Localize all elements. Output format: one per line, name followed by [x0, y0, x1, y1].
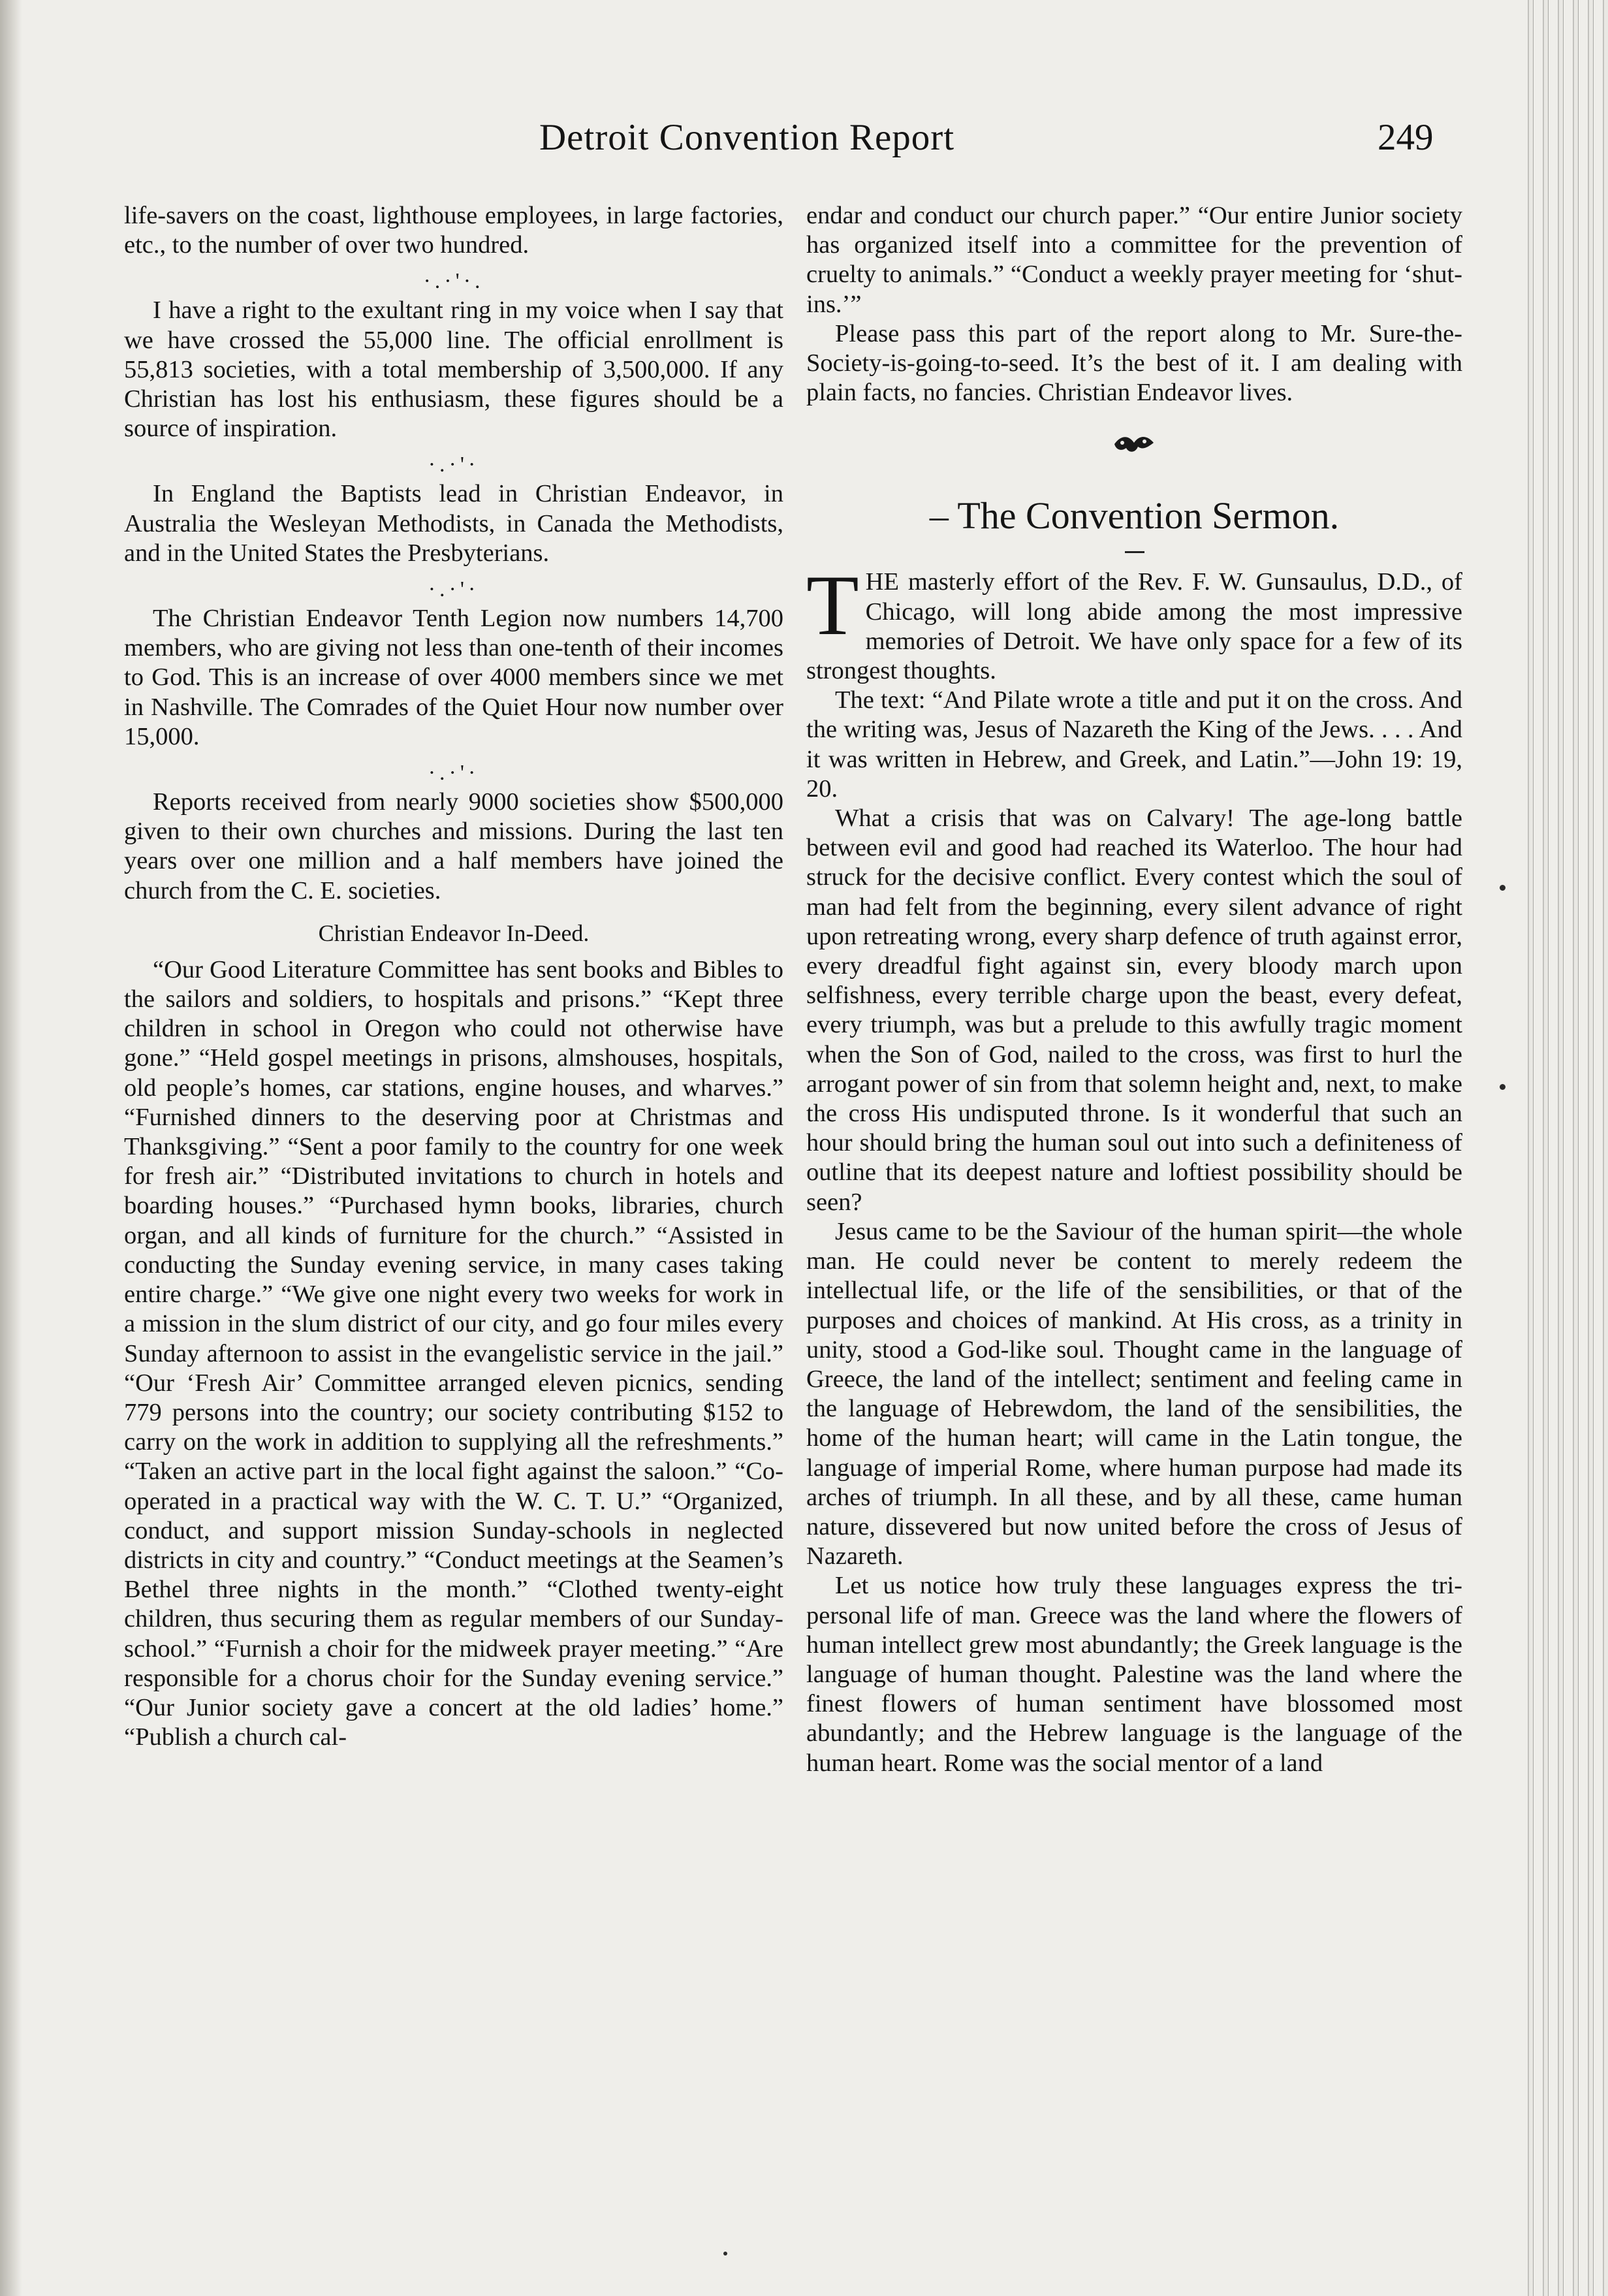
section-title-text: The Convention Sermon.	[957, 494, 1340, 537]
right-column	[806, 201, 1462, 1778]
ornament-icon	[806, 431, 1462, 471]
paragraph-text: HE masterly effort of the Rev. F. W. Gunsaulus, D.D., of Chicago, will long abide among the most impressive memories of Detroit. We have only space for a few of its strongest thoughts.	[806, 568, 1462, 685]
paragraph: What a crisis that was on Calvary! The age-long battle between evil and good had reached its Waterloo. The hour had struck for the decisive conflict. Every contest which the soul of man had felt from the beginning, every silent advance of right upon retreating wrong, every sharp defence of truth against error, every dreadful fight against sin, every bloody march upon selfishness, every terrible charge upon the beast, every defeat, every triumph, was but a prelude to this awfully tragic moment when the Son of God, nailed to the cross, was first to hurl the arrogant power of sin from that solemn height and, next, to make the cross His undisputed throne. Is it wonderful that such an hour should bring the human soul out into such a definiteness of outline that its deepest nature and loftiest possibility should be seen?	[806, 805, 1462, 1216]
paragraph	[806, 557, 1462, 686]
section-separator: ·.·'·.	[423, 269, 484, 294]
page-number: 249	[1378, 117, 1434, 158]
paragraph: endar and conduct our church paper.” “Our entire Junior society has organized itself into a committee for the prevention of cruelty to animals.” “Conduct a weekly prayer meeting for ‘shut-ins.’”	[806, 202, 1462, 318]
section-separator: ·.·'·	[428, 453, 480, 477]
paragraph: Reports received from nearly 9000 societies show $500,000 given to their own churches and missions. During the last ten years over one million and a half members have joined the church from the C. E. societies.	[124, 788, 783, 904]
drop-cap: T	[806, 557, 859, 654]
paragraph: In England the Baptists lead in Christian Endeavor, in Australia the Wesleyan Methodists, in Canada the Methodists, and in the United States the Presbyterians.	[124, 480, 783, 567]
title-rule	[1125, 551, 1144, 553]
paragraph: Jesus came to be the Saviour of the human spirit—the whole man. He could never be content to merely redeem the intellectual life, or the life of the sensibilities, or that of the purposes and choices of mankind. At His cross, as a trinity in unity, stood a God-like soul. Thought came in the language of Greece, the land of the intellect; sentiment and feeling came in the language of Hebrewdom, the land of the sensibilities, the home of the human heart; will came in the Latin tongue, the language of imperial Rome, where human purpose had made its arches of triumph. In all these, and by all these, came human nature, dissevered but now united before the cross of Jesus of Nazareth.	[806, 1217, 1462, 1571]
paragraph: The Christian Endeavor Tenth Legion now numbers 14,700 members, who are giving not less than one-tenth of their incomes to God. This is an increase of over 4000 members since we met in Nashville. The Comrades of the Quiet Hour now number over 15,000.	[124, 605, 783, 750]
paragraph: “Our Good Literature Committee has sent books and Bibles to the sailors and soldiers, to hospitals and prisons.” “Kept three children in school in Oregon who could not otherwise have gone.” “Held gospel meetings in prisons, almshouses, hospitals, old people’s homes, car stations, engine houses, and wharves.” “Furnished dinners to the deserving poor at Christmas and Thanksgiving.” “Sent a poor family to the country for one week for fresh air.” “Distributed invitations to church in hotels and boarding houses.” “Purchased hymn books, libraries, church organ, and all kinds of furniture for the church.” “Assisted in conducting the Sunday evening service, in many cases taking entire charge.” “We give one night every two weeks for work in a mission in the slum district of our city, and go four miles every Sunday afternoon to assist in the evangelistic service in the jail.” “Our ‘Fresh Air’ Committee arranged eleven picnics, sending 779 persons into the country; our society contributing $152 to carry on the work in addition to supplying all the refreshments.” “Taken an active part in the local fight against the saloon.” “Co-operated in a practical way with the W. C. T. U.” “Organized, conduct, and support mission Sunday-schools in neglected districts in city and country.” “Conduct meetings at the Seamen’s Bethel three nights in the month.” “Clothed twenty-eight children, thus securing them as regular members of our Sunday-school.” “Furnish a choir for the midweek prayer meeting.” “Are responsible for a chorus choir for the Sunday evening service.” “Our Junior society gave a concert at the old ladies’ home.” “Publish a church cal-	[124, 955, 783, 1751]
paragraph: Please pass this part of the report along to Mr. Sure-the-Society-is-going-to-seed. It’s the best of it. I am dealing with plain facts, no fancies. Christian Endeavor lives.	[806, 319, 1462, 407]
section-separator: ·.·'·	[428, 761, 480, 786]
section-title: – The Convention Sermon.	[929, 494, 1340, 537]
section-separator: ·.·'·	[428, 577, 480, 602]
running-head: Detroit Convention Report	[539, 117, 955, 158]
page-header	[0, 116, 1502, 175]
subheading: Christian Endeavor In-Deed.	[318, 919, 590, 946]
paragraph: I have a right to the exultant ring in my voice when I say that we have crossed the 55,000 line. The official enrollment is 55,813 societies, with a total membership of 3,500,000. If any Christian has lost his enthusiasm, these figures should be a source of inspiration.	[124, 296, 783, 443]
paragraph: Let us notice how truly these languages express the tri-personal life of man. Greece was the land where the flowers of human intellect grew most abundantly; the Greek language is the language of human thought. Palestine was the land where the finest flowers of human sentiment have blossomed most abundantly; and the Hebrew language is the language of the human heart. Rome was the social mentor of a land	[806, 1572, 1462, 1777]
paragraph: life-savers on the coast, lighthouse employees, in large factories, etc., to the number of over two hundred.	[124, 202, 783, 259]
left-column	[124, 201, 783, 1752]
paragraph: The text: “And Pilate wrote a title and put it on the cross. And the writing was, Jesus of Nazareth the King of the Jews. . . . And it was written in Hebrew, and Greek, and Latin.”—John 19: 19, 20.	[806, 686, 1462, 803]
